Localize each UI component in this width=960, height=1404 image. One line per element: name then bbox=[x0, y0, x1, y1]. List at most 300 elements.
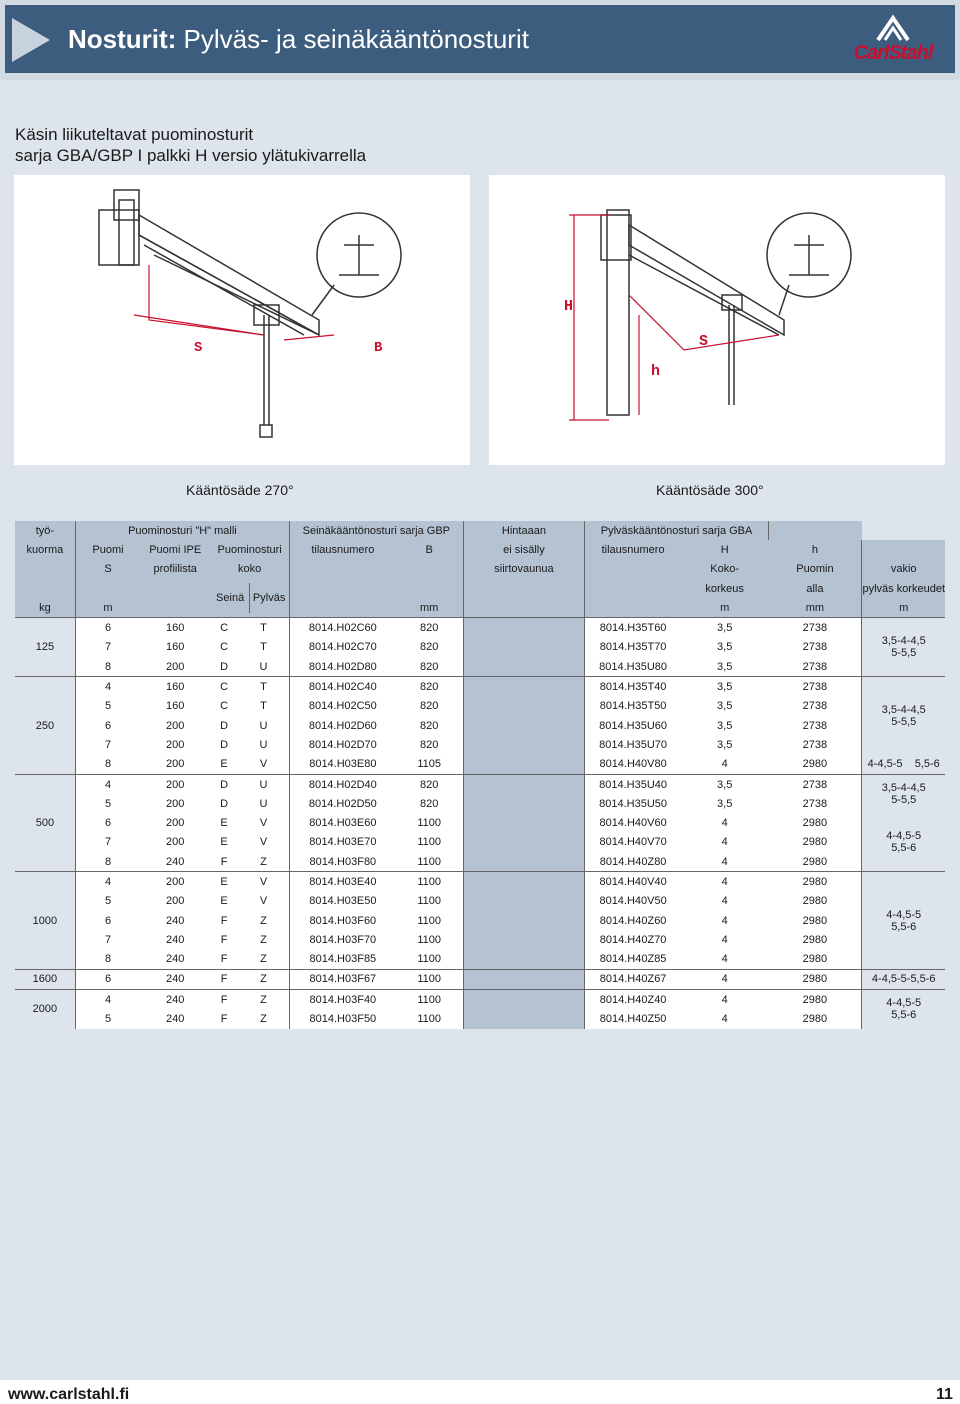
boom-height-cell: 2980 bbox=[768, 872, 862, 892]
header-cell: m bbox=[75, 598, 140, 618]
ipe-profile-cell: 240 bbox=[140, 950, 210, 970]
trolley-cell bbox=[463, 735, 585, 754]
b-value-cell: 1100 bbox=[396, 930, 464, 949]
gbp-order-number-cell: 8014.H03E80 bbox=[290, 755, 396, 775]
load-cell: 125 bbox=[15, 618, 75, 677]
gba-order-number-cell: 8014.H40Z70 bbox=[585, 930, 681, 949]
column-size-cell: U bbox=[238, 774, 290, 794]
section-subtitle: Käsin liikuteltavat puominosturit sarja GBA/GBP I palkki H versio ylätukivarrella bbox=[15, 125, 367, 165]
trolley-cell bbox=[463, 657, 585, 677]
header-cell: m bbox=[862, 598, 945, 618]
boom-length-cell: 4 bbox=[75, 990, 140, 1010]
gba-order-number-cell: 8014.H35U80 bbox=[585, 657, 681, 677]
header-cell: Pylväskääntönosturi sarja GBA bbox=[585, 521, 769, 540]
gba-order-number-cell: 8014.H40V40 bbox=[585, 872, 681, 892]
gba-order-number-cell: 8014.H35T50 bbox=[585, 697, 681, 716]
gba-order-number-cell: 8014.H40Z60 bbox=[585, 911, 681, 930]
column-size-cell: Z bbox=[238, 1009, 290, 1028]
wall-size-cell: E bbox=[210, 833, 238, 852]
boom-height-cell: 2980 bbox=[768, 852, 862, 872]
gba-order-number-cell: 8014.H40Z40 bbox=[585, 990, 681, 1010]
header-cell bbox=[140, 579, 210, 598]
header-cell: H bbox=[681, 540, 768, 559]
column-size-cell: V bbox=[238, 755, 290, 775]
table-row bbox=[15, 990, 945, 1010]
standard-heights-cell bbox=[862, 677, 945, 755]
footer-url: www.carlstahl.fi bbox=[8, 1386, 130, 1403]
boom-length-cell: 5 bbox=[75, 697, 140, 716]
standard-height-line: 5,5-6 bbox=[891, 842, 917, 855]
standard-heights-cell bbox=[862, 872, 945, 969]
trolley-cell bbox=[463, 990, 585, 1010]
column-size-cell: V bbox=[238, 872, 290, 892]
wall-size-cell: F bbox=[210, 911, 238, 930]
gbp-order-number-cell: 8014.H03F80 bbox=[290, 852, 396, 872]
column-size-cell: Z bbox=[238, 911, 290, 930]
wall-size-cell: D bbox=[210, 657, 238, 677]
gba-order-number-cell: 8014.H40Z80 bbox=[585, 852, 681, 872]
gba-order-number-cell: 8014.H35U40 bbox=[585, 774, 681, 794]
column-size-cell: U bbox=[238, 716, 290, 735]
wall-size-cell: F bbox=[210, 969, 238, 989]
gbp-order-number-cell: 8014.H02D40 bbox=[290, 774, 396, 794]
standard-heights-cell bbox=[862, 969, 945, 989]
gbp-order-number-cell: 8014.H02D70 bbox=[290, 735, 396, 754]
b-value-cell: 1100 bbox=[396, 833, 464, 852]
header-row-3 bbox=[15, 560, 945, 579]
boom-height-cell: 2980 bbox=[768, 892, 862, 911]
header-cell bbox=[290, 560, 464, 579]
ipe-profile-cell: 160 bbox=[140, 618, 210, 638]
gba-order-number-cell: 8014.H40V80 bbox=[585, 755, 681, 775]
table-row bbox=[15, 969, 945, 989]
header-cell: profiilista bbox=[140, 560, 210, 579]
b-value-cell: 820 bbox=[396, 794, 464, 813]
ipe-profile-cell: 240 bbox=[140, 911, 210, 930]
gbp-order-number-cell: 8014.H02C40 bbox=[290, 677, 396, 697]
boom-length-cell: 7 bbox=[75, 638, 140, 657]
table-row bbox=[15, 833, 945, 852]
header-row-2 bbox=[15, 540, 945, 559]
trolley-cell bbox=[463, 697, 585, 716]
height-cell: 4 bbox=[681, 950, 768, 970]
gba-order-number-cell: 8014.H35U60 bbox=[585, 716, 681, 735]
b-value-cell: 1100 bbox=[396, 990, 464, 1010]
header-cell bbox=[140, 598, 210, 618]
boom-length-cell: 6 bbox=[75, 911, 140, 930]
column-size-cell: Z bbox=[238, 930, 290, 949]
gba-order-number-cell: 8014.H35U50 bbox=[585, 794, 681, 813]
boom-length-cell: 6 bbox=[75, 716, 140, 735]
gba-order-number-cell: 8014.H40V60 bbox=[585, 813, 681, 832]
height-cell: 3,5 bbox=[681, 774, 768, 794]
header-cell: Puominosturi "H" malli bbox=[75, 521, 289, 540]
load-cell: 500 bbox=[15, 774, 75, 871]
boom-length-cell: 7 bbox=[75, 833, 140, 852]
column-size-cell: U bbox=[238, 657, 290, 677]
header-cell bbox=[862, 540, 945, 559]
header-cell bbox=[585, 598, 681, 618]
logo-emblem-icon bbox=[838, 10, 948, 46]
gbp-order-number-cell: 8014.H02D50 bbox=[290, 794, 396, 813]
column-size-cell: Z bbox=[238, 950, 290, 970]
gba-order-number-cell: 8014.H35T60 bbox=[585, 618, 681, 638]
trolley-cell bbox=[463, 755, 585, 775]
b-value-cell: 1100 bbox=[396, 813, 464, 832]
b-value-cell: 820 bbox=[396, 697, 464, 716]
page-title: Nosturit: Pylväs- ja seinäkääntönosturit bbox=[68, 24, 529, 54]
height-cell: 4 bbox=[681, 852, 768, 872]
column-size-cell: V bbox=[238, 833, 290, 852]
header-cell: korkeus bbox=[681, 579, 768, 598]
boom-height-cell: 2980 bbox=[768, 813, 862, 832]
ipe-profile-cell: 200 bbox=[140, 716, 210, 735]
boom-length-cell: 5 bbox=[75, 892, 140, 911]
gbp-order-number-cell: 8014.H03F50 bbox=[290, 1009, 396, 1028]
trolley-cell bbox=[463, 638, 585, 657]
b-value-cell: 820 bbox=[396, 618, 464, 638]
gbp-order-number-cell: 8014.H02D80 bbox=[290, 657, 396, 677]
height-cell: 4 bbox=[681, 813, 768, 832]
standard-heights-cell bbox=[862, 813, 945, 871]
standard-height-line: 5,5-6 bbox=[891, 920, 917, 933]
height-cell: 4 bbox=[681, 833, 768, 852]
boom-height-cell: 2738 bbox=[768, 677, 862, 697]
wall-size-cell: C bbox=[210, 697, 238, 716]
table-row bbox=[15, 892, 945, 911]
column-size-cell: T bbox=[238, 677, 290, 697]
gbp-order-number-cell: 8014.H03F67 bbox=[290, 969, 396, 989]
svg-text:H: H bbox=[564, 298, 574, 315]
header-cell: tilausnumero bbox=[585, 540, 681, 559]
header-cell bbox=[15, 560, 75, 579]
standard-height-line: 4-4,5-5 bbox=[886, 997, 922, 1010]
header-cell bbox=[768, 521, 862, 540]
b-value-cell: 820 bbox=[396, 735, 464, 754]
table-body bbox=[15, 521, 945, 1029]
standard-height-line: 4-4,5-5 5,5-6 bbox=[867, 758, 940, 771]
boom-height-cell: 2980 bbox=[768, 1009, 862, 1028]
svg-text:S: S bbox=[194, 340, 203, 356]
header-cell: Puomi bbox=[75, 540, 140, 559]
header-cell: Koko- bbox=[681, 560, 768, 579]
crane-spec-table bbox=[15, 521, 945, 1029]
header-cell bbox=[75, 579, 140, 598]
gba-order-number-cell: 8014.H35U70 bbox=[585, 735, 681, 754]
gbp-order-number-cell: 8014.H03E40 bbox=[290, 872, 396, 892]
boom-height-cell: 2980 bbox=[768, 950, 862, 970]
ipe-profile-cell: 240 bbox=[140, 969, 210, 989]
wall-size-cell: D bbox=[210, 716, 238, 735]
gbp-order-number-cell: 8014.H03F60 bbox=[290, 911, 396, 930]
ipe-profile-cell: 200 bbox=[140, 892, 210, 911]
height-cell: 3,5 bbox=[681, 716, 768, 735]
header-cell bbox=[463, 598, 585, 618]
standard-height-line: 3,5-4-4,5 bbox=[881, 635, 926, 648]
height-cell: 4 bbox=[681, 930, 768, 949]
trolley-cell bbox=[463, 892, 585, 911]
header-cell: siirtovaunua bbox=[463, 560, 585, 579]
header-column: Pylväs bbox=[252, 592, 286, 605]
header-cell bbox=[585, 560, 681, 579]
gba-order-number-cell: 8014.H40V50 bbox=[585, 892, 681, 911]
left-figure-caption: Kääntösäde 270° bbox=[186, 482, 294, 498]
header-cell bbox=[15, 579, 75, 598]
standard-heights-cell bbox=[862, 990, 945, 1029]
table-row bbox=[15, 755, 945, 775]
standard-height-line: 5,5-6 bbox=[891, 1009, 917, 1022]
standard-height-line: 5-5,5 bbox=[891, 794, 917, 807]
column-size-cell: V bbox=[238, 892, 290, 911]
load-cell: 1600 bbox=[15, 969, 75, 989]
wall-size-cell: F bbox=[210, 930, 238, 949]
header-cell: B bbox=[396, 540, 464, 559]
height-cell: 4 bbox=[681, 755, 768, 775]
standard-height-line: 5-5,5 bbox=[891, 715, 917, 728]
ipe-profile-cell: 200 bbox=[140, 755, 210, 775]
header-cell: työ- bbox=[15, 521, 75, 540]
height-cell: 3,5 bbox=[681, 677, 768, 697]
trolley-cell bbox=[463, 872, 585, 892]
height-cell: 4 bbox=[681, 1009, 768, 1028]
b-value-cell: 1100 bbox=[396, 892, 464, 911]
trolley-cell bbox=[463, 930, 585, 949]
header-cell: Hintaaan bbox=[463, 521, 585, 540]
boom-length-cell: 6 bbox=[75, 813, 140, 832]
header-cell: Seinäkääntönosturi sarja GBP bbox=[290, 521, 464, 540]
boom-height-cell: 2738 bbox=[768, 774, 862, 794]
wall-size-cell: C bbox=[210, 618, 238, 638]
load-cell: 1000 bbox=[15, 872, 75, 969]
gba-order-number-cell: 8014.H40Z50 bbox=[585, 1009, 681, 1028]
standard-heights-cell bbox=[862, 774, 945, 813]
trolley-cell bbox=[463, 813, 585, 832]
boom-length-cell: 7 bbox=[75, 930, 140, 949]
boom-length-cell: 5 bbox=[75, 794, 140, 813]
column-size-cell: T bbox=[238, 697, 290, 716]
header-cell: h bbox=[768, 540, 862, 559]
header-cell: Puomi IPE bbox=[140, 540, 210, 559]
b-value-cell: 820 bbox=[396, 657, 464, 677]
height-cell: 3,5 bbox=[681, 618, 768, 638]
column-size-cell: Z bbox=[238, 990, 290, 1010]
height-cell: 4 bbox=[681, 892, 768, 911]
header-cell: Puomin bbox=[768, 560, 862, 579]
wall-size-cell: E bbox=[210, 813, 238, 832]
boom-length-cell: 8 bbox=[75, 755, 140, 775]
trolley-cell bbox=[463, 1009, 585, 1028]
trolley-cell bbox=[463, 911, 585, 930]
table-row bbox=[15, 950, 945, 970]
table-row bbox=[15, 930, 945, 949]
header-wall: Seinä bbox=[216, 592, 245, 605]
ipe-profile-cell: 200 bbox=[140, 872, 210, 892]
wall-crane-illustration bbox=[14, 175, 470, 465]
b-value-cell: 820 bbox=[396, 716, 464, 735]
wall-size-cell: E bbox=[210, 872, 238, 892]
right-figure-caption: Kääntösäde 300° bbox=[656, 482, 764, 498]
header-cell: alla bbox=[768, 579, 862, 598]
column-size-cell: T bbox=[238, 638, 290, 657]
trolley-cell bbox=[463, 716, 585, 735]
wall-size-cell: D bbox=[210, 794, 238, 813]
header-cell: vakio bbox=[862, 560, 945, 579]
trolley-cell bbox=[463, 618, 585, 638]
header-cell: koko bbox=[210, 560, 289, 579]
standard-height-line: 5-5,5 bbox=[891, 647, 917, 660]
gbp-order-number-cell: 8014.H02D60 bbox=[290, 716, 396, 735]
ipe-profile-cell: 160 bbox=[140, 677, 210, 697]
standard-height-line: 3,5-4-4,5 bbox=[881, 782, 926, 795]
column-crane-drawing bbox=[489, 175, 945, 465]
svg-text:h: h bbox=[651, 363, 661, 380]
standard-height-line: 4-4,5-5 bbox=[886, 830, 922, 843]
trolley-cell bbox=[463, 833, 585, 852]
header-cell: ei sisälly bbox=[463, 540, 585, 559]
wall-size-cell: C bbox=[210, 638, 238, 657]
gbp-order-number-cell: 8014.H03F85 bbox=[290, 950, 396, 970]
height-cell: 4 bbox=[681, 872, 768, 892]
header-cell: kuorma bbox=[15, 540, 75, 559]
ipe-profile-cell: 200 bbox=[140, 774, 210, 794]
trolley-cell bbox=[463, 950, 585, 970]
trolley-cell bbox=[463, 774, 585, 794]
b-value-cell: 1100 bbox=[396, 911, 464, 930]
gba-order-number-cell: 8014.H40Z67 bbox=[585, 969, 681, 989]
svg-text:B: B bbox=[374, 340, 383, 356]
gba-order-number-cell: 8014.H35T40 bbox=[585, 677, 681, 697]
header-cell: pylväs korkeudet bbox=[862, 579, 945, 598]
table-row bbox=[15, 794, 945, 813]
table-row bbox=[15, 813, 945, 832]
boom-height-cell: 2738 bbox=[768, 638, 862, 657]
ipe-profile-cell: 160 bbox=[140, 638, 210, 657]
wall-size-cell: F bbox=[210, 990, 238, 1010]
boom-height-cell: 2980 bbox=[768, 969, 862, 989]
b-value-cell: 820 bbox=[396, 774, 464, 794]
table-row bbox=[15, 657, 945, 677]
column-crane-illustration bbox=[489, 175, 945, 465]
boom-length-cell: 8 bbox=[75, 657, 140, 677]
header-cell bbox=[585, 579, 681, 598]
height-cell: 4 bbox=[681, 990, 768, 1010]
boom-height-cell: 2980 bbox=[768, 755, 862, 775]
header-cell: Puominosturi bbox=[210, 540, 289, 559]
wall-size-cell: D bbox=[210, 774, 238, 794]
ipe-profile-cell: 240 bbox=[140, 1009, 210, 1028]
boom-length-cell: 4 bbox=[75, 677, 140, 697]
height-cell: 3,5 bbox=[681, 735, 768, 754]
boom-length-cell: 4 bbox=[75, 872, 140, 892]
carlstahl-logo: CarlStahl bbox=[838, 10, 948, 70]
column-size-cell: U bbox=[238, 794, 290, 813]
header-row-1 bbox=[15, 521, 945, 540]
wall-size-cell: F bbox=[210, 1009, 238, 1028]
header-cell bbox=[290, 579, 464, 598]
header-cell: mm bbox=[396, 598, 464, 618]
standard-height-line: 4-4,5-5-5,5-6 bbox=[871, 973, 936, 986]
height-cell: 3,5 bbox=[681, 638, 768, 657]
gbp-order-number-cell: 8014.H03E50 bbox=[290, 892, 396, 911]
load-cell: 250 bbox=[15, 677, 75, 774]
boom-height-cell: 2738 bbox=[768, 716, 862, 735]
height-cell: 4 bbox=[681, 969, 768, 989]
b-value-cell: 1100 bbox=[396, 1009, 464, 1028]
svg-text:S: S bbox=[699, 333, 709, 350]
boom-length-cell: 6 bbox=[75, 618, 140, 638]
header-row-4 bbox=[15, 579, 945, 598]
table-row bbox=[15, 911, 945, 930]
header-cell: mm bbox=[768, 598, 862, 618]
gba-order-number-cell: 8014.H40V70 bbox=[585, 833, 681, 852]
boom-height-cell: 2738 bbox=[768, 735, 862, 754]
table-row bbox=[15, 774, 945, 794]
column-size-cell: U bbox=[238, 735, 290, 754]
trolley-cell bbox=[463, 677, 585, 697]
boom-height-cell: 2738 bbox=[768, 657, 862, 677]
ipe-profile-cell: 200 bbox=[140, 813, 210, 832]
height-cell: 4 bbox=[681, 911, 768, 930]
trolley-cell bbox=[463, 794, 585, 813]
gbp-order-number-cell: 8014.H03F70 bbox=[290, 930, 396, 949]
table-row bbox=[15, 697, 945, 716]
b-value-cell: 1100 bbox=[396, 950, 464, 970]
wall-crane-drawing bbox=[14, 175, 470, 465]
load-cell: 2000 bbox=[15, 990, 75, 1029]
boom-height-cell: 2738 bbox=[768, 697, 862, 716]
header-cell: kg bbox=[15, 598, 75, 618]
boom-length-cell: 7 bbox=[75, 735, 140, 754]
column-size-cell: T bbox=[238, 618, 290, 638]
ipe-profile-cell: 200 bbox=[140, 794, 210, 813]
gbp-order-number-cell: 8014.H03E60 bbox=[290, 813, 396, 832]
height-cell: 3,5 bbox=[681, 697, 768, 716]
header-row-5 bbox=[15, 598, 945, 618]
boom-length-cell: 5 bbox=[75, 1009, 140, 1028]
header-cell bbox=[210, 579, 289, 618]
wall-size-cell: E bbox=[210, 755, 238, 775]
boom-length-cell: 4 bbox=[75, 774, 140, 794]
gbp-order-number-cell: 8014.H03F40 bbox=[290, 990, 396, 1010]
gba-order-number-cell: 8014.H35T70 bbox=[585, 638, 681, 657]
column-size-cell: Z bbox=[238, 969, 290, 989]
table-row bbox=[15, 735, 945, 754]
wall-size-cell: E bbox=[210, 892, 238, 911]
boom-height-cell: 2980 bbox=[768, 911, 862, 930]
gba-order-number-cell: 8014.H40Z85 bbox=[585, 950, 681, 970]
ipe-profile-cell: 160 bbox=[140, 697, 210, 716]
table-row bbox=[15, 872, 945, 892]
header-cell: tilausnumero bbox=[290, 540, 396, 559]
height-cell: 3,5 bbox=[681, 794, 768, 813]
table-row bbox=[15, 638, 945, 657]
wall-size-cell: C bbox=[210, 677, 238, 697]
page-header bbox=[0, 0, 960, 80]
header-cell: m bbox=[681, 598, 768, 618]
wall-size-cell: F bbox=[210, 950, 238, 970]
table-row bbox=[15, 618, 945, 638]
wall-size-cell: F bbox=[210, 852, 238, 872]
height-cell: 3,5 bbox=[681, 657, 768, 677]
standard-heights-cell bbox=[862, 618, 945, 677]
ipe-profile-cell: 200 bbox=[140, 735, 210, 754]
arrow-icon bbox=[12, 18, 50, 62]
header-cell: S bbox=[75, 560, 140, 579]
b-value-cell: 820 bbox=[396, 677, 464, 697]
boom-height-cell: 2980 bbox=[768, 833, 862, 852]
header-cell bbox=[290, 598, 396, 618]
boom-height-cell: 2738 bbox=[768, 794, 862, 813]
